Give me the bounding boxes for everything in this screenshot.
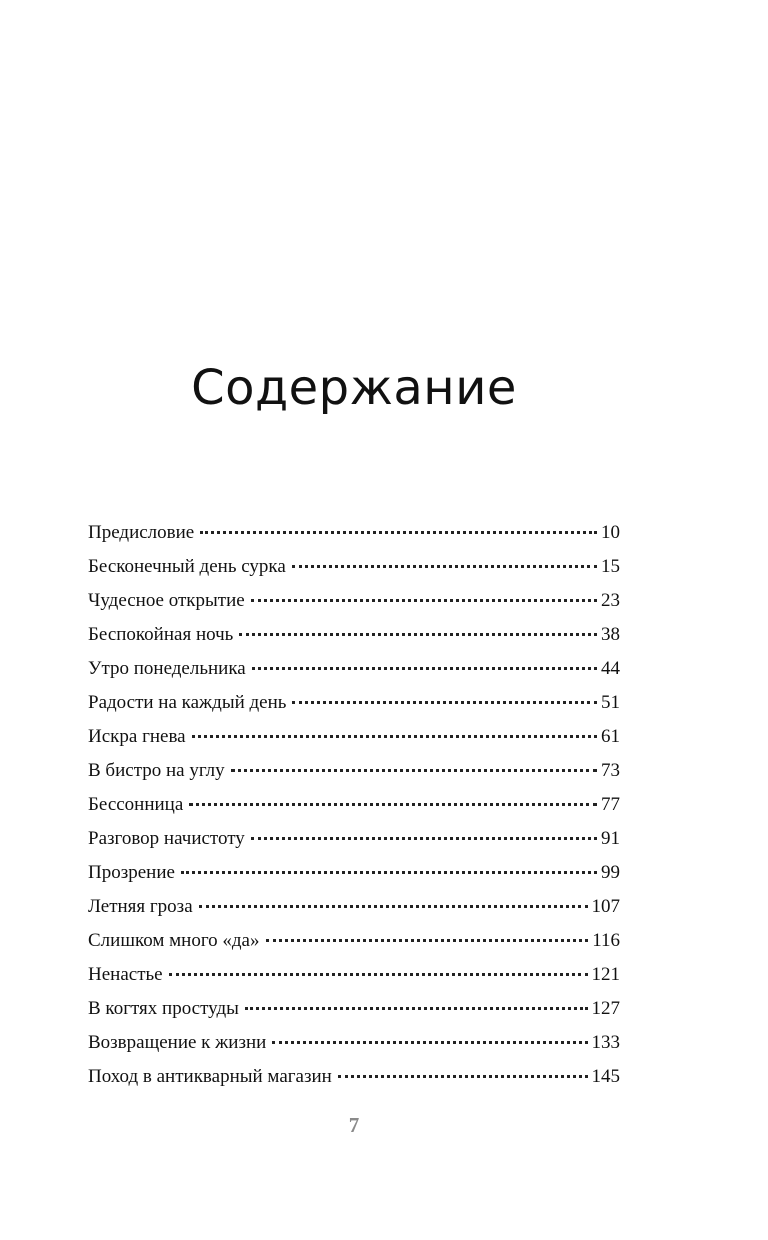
toc-entry <box>88 930 620 964</box>
toc-entry-page: 51 <box>601 692 620 713</box>
dot-leader <box>181 871 597 874</box>
toc-entry-page: 91 <box>601 828 620 849</box>
dot-leader <box>292 701 597 704</box>
toc-entry <box>88 522 620 556</box>
toc-entry-page: 127 <box>591 998 620 1019</box>
toc-entry-label: Искра гнева <box>88 726 186 747</box>
dot-leader <box>239 633 597 636</box>
toc-entry-label: Возвращение к жизни <box>88 1032 267 1053</box>
toc-entry-page: 133 <box>591 1032 620 1053</box>
toc-entry-page: 61 <box>601 726 620 747</box>
toc-entry <box>88 1032 620 1066</box>
toc-entry-label: Поход в антикварный магазин <box>88 1066 332 1087</box>
toc-entry-label: Бесконечный день сурка <box>88 556 286 577</box>
toc-entry <box>88 828 620 862</box>
toc-entry <box>88 556 620 590</box>
dot-leader <box>292 565 597 568</box>
toc-entry-page: 116 <box>592 930 620 951</box>
toc-entry-page: 121 <box>591 964 620 985</box>
toc-entry <box>88 590 620 624</box>
dot-leader <box>169 973 588 976</box>
dot-leader <box>252 667 597 670</box>
toc-entry <box>88 794 620 828</box>
toc-entry <box>88 896 620 930</box>
toc-entry-page: 15 <box>601 556 620 577</box>
toc-entry-label: Разговор начистоту <box>88 828 245 849</box>
toc-entry <box>88 1066 620 1100</box>
dot-leader <box>192 735 597 738</box>
toc-entry-page: 73 <box>601 760 620 781</box>
toc-entry-page: 23 <box>601 590 620 611</box>
toc-entry <box>88 998 620 1032</box>
toc-entry-label: В бистро на углу <box>88 760 225 781</box>
toc-entry-label: Предисловие <box>88 522 195 543</box>
toc-entry-label: В когтях простуды <box>88 998 239 1019</box>
toc-entry <box>88 964 620 998</box>
toc-entry-label: Радости на каждый день <box>88 692 287 713</box>
toc-entry <box>88 760 620 794</box>
toc-entry <box>88 658 620 692</box>
dot-leader <box>272 1041 587 1044</box>
toc-entry-page: 38 <box>601 624 620 645</box>
toc-entry <box>88 624 620 658</box>
toc-entry-label: Чудесное открытие <box>88 590 245 611</box>
toc-entry-label: Летняя гроза <box>88 896 193 917</box>
dot-leader <box>189 803 597 806</box>
dot-leader <box>251 837 597 840</box>
dot-leader <box>199 905 588 908</box>
page-number: 7 <box>348 1113 360 1137</box>
toc-entry-page: 44 <box>601 658 620 679</box>
toc-entry-label: Слишком много «да» <box>88 930 260 951</box>
dot-leader <box>266 939 589 942</box>
toc-entry-page: 77 <box>601 794 620 815</box>
page-title: Содержание <box>191 360 517 416</box>
toc-entry-label: Бессонница <box>88 794 184 815</box>
toc-entry-page: 99 <box>601 862 620 883</box>
toc-entry-label: Беспокойная ночь <box>88 624 234 645</box>
toc-entry-label: Ненастье <box>88 964 163 985</box>
toc-entry <box>88 692 620 726</box>
toc-entry-page: 10 <box>601 522 620 543</box>
toc-entry-page: 107 <box>591 896 620 917</box>
toc-entry-label: Прозрение <box>88 862 175 883</box>
toc-entry-label: Утро понедельника <box>88 658 246 679</box>
dot-leader <box>251 599 597 602</box>
dot-leader <box>200 531 597 534</box>
dot-leader <box>338 1075 588 1078</box>
dot-leader <box>245 1007 588 1010</box>
toc-entry <box>88 726 620 760</box>
toc-entry <box>88 862 620 896</box>
toc-entry-page: 145 <box>591 1066 620 1087</box>
table-of-contents <box>88 522 620 1100</box>
dot-leader <box>231 769 597 772</box>
